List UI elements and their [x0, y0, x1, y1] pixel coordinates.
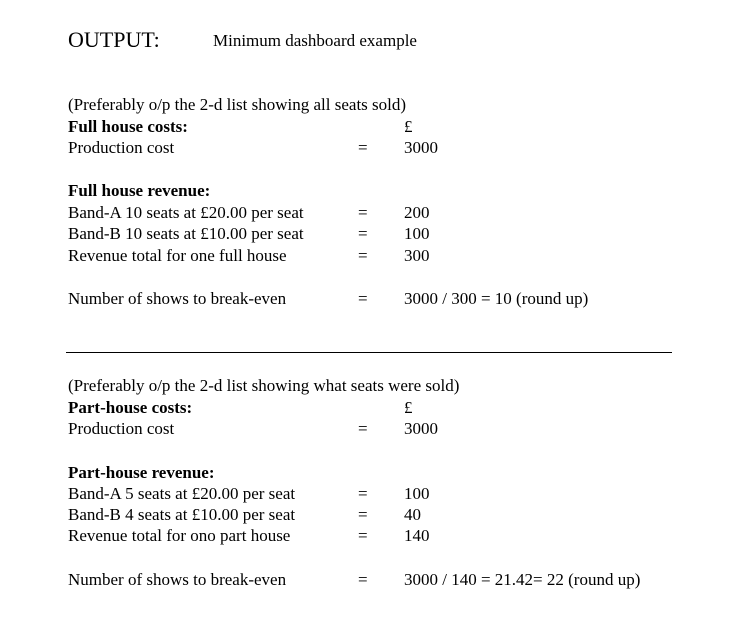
full-house-production-label: Production cost — [68, 138, 175, 157]
full-house-production-value: 3000 — [404, 138, 438, 157]
part-house-breakeven-equals: = — [358, 570, 368, 589]
part-house-production-label: Production cost — [68, 419, 175, 438]
part-house-row-value: 140 — [404, 526, 430, 545]
full-house-note: (Preferably o/p the 2-d list showing all seats sold) — [68, 95, 407, 114]
full-house-row-equals: = — [358, 224, 368, 243]
full-house-row-equals: = — [358, 246, 368, 265]
page-title: Minimum dashboard example — [213, 31, 417, 50]
full-house-breakeven-value: 3000 / 300 = 10 (round up) — [404, 289, 589, 308]
full-house-costs-heading: Full house costs: — [68, 117, 188, 136]
part-house-production-equals: = — [358, 419, 368, 438]
part-house-currency: £ — [404, 398, 413, 417]
part-house-row-equals: = — [358, 526, 368, 545]
full-house-row-label: Band-B 10 seats at £10.00 per seat — [68, 224, 304, 243]
full-house-row-value: 100 — [404, 224, 430, 243]
full-house-row-label: Band-A 10 seats at £20.00 per seat — [68, 203, 304, 222]
part-house-row-value: 100 — [404, 484, 430, 503]
part-house-costs-heading: Part-house costs: — [68, 398, 193, 417]
full-house-row-label: Revenue total for one full house — [68, 246, 287, 265]
full-house-breakeven-label: Number of shows to break-even — [68, 289, 287, 308]
full-house-row-value: 300 — [404, 246, 430, 265]
section-divider — [66, 352, 672, 353]
part-house-row-equals: = — [358, 484, 368, 503]
part-house-row-label: Band-B 4 seats at £10.00 per seat — [68, 505, 296, 524]
full-house-row-equals: = — [358, 203, 368, 222]
part-house-row-equals: = — [358, 505, 368, 524]
part-house-note: (Preferably o/p the 2-d list showing what seats were sold) — [68, 376, 460, 395]
full-house-row-value: 200 — [404, 203, 430, 222]
part-house-breakeven-label: Number of shows to break-even — [68, 570, 287, 589]
part-house-row-label: Revenue total for ono part house — [68, 526, 291, 545]
part-house-revenue-heading: Part-house revenue: — [68, 463, 215, 482]
full-house-breakeven-equals: = — [358, 289, 368, 308]
part-house-production-value: 3000 — [404, 419, 438, 438]
output-label: OUTPUT: — [68, 27, 160, 52]
part-house-row-value: 40 — [404, 505, 421, 524]
part-house-row-label: Band-A 5 seats at £20.00 per seat — [68, 484, 296, 503]
full-house-revenue-heading: Full house revenue: — [68, 181, 211, 200]
full-house-production-equals: = — [358, 138, 368, 157]
full-house-currency: £ — [404, 117, 413, 136]
part-house-breakeven-value: 3000 / 140 = 21.42= 22 (round up) — [404, 570, 641, 589]
